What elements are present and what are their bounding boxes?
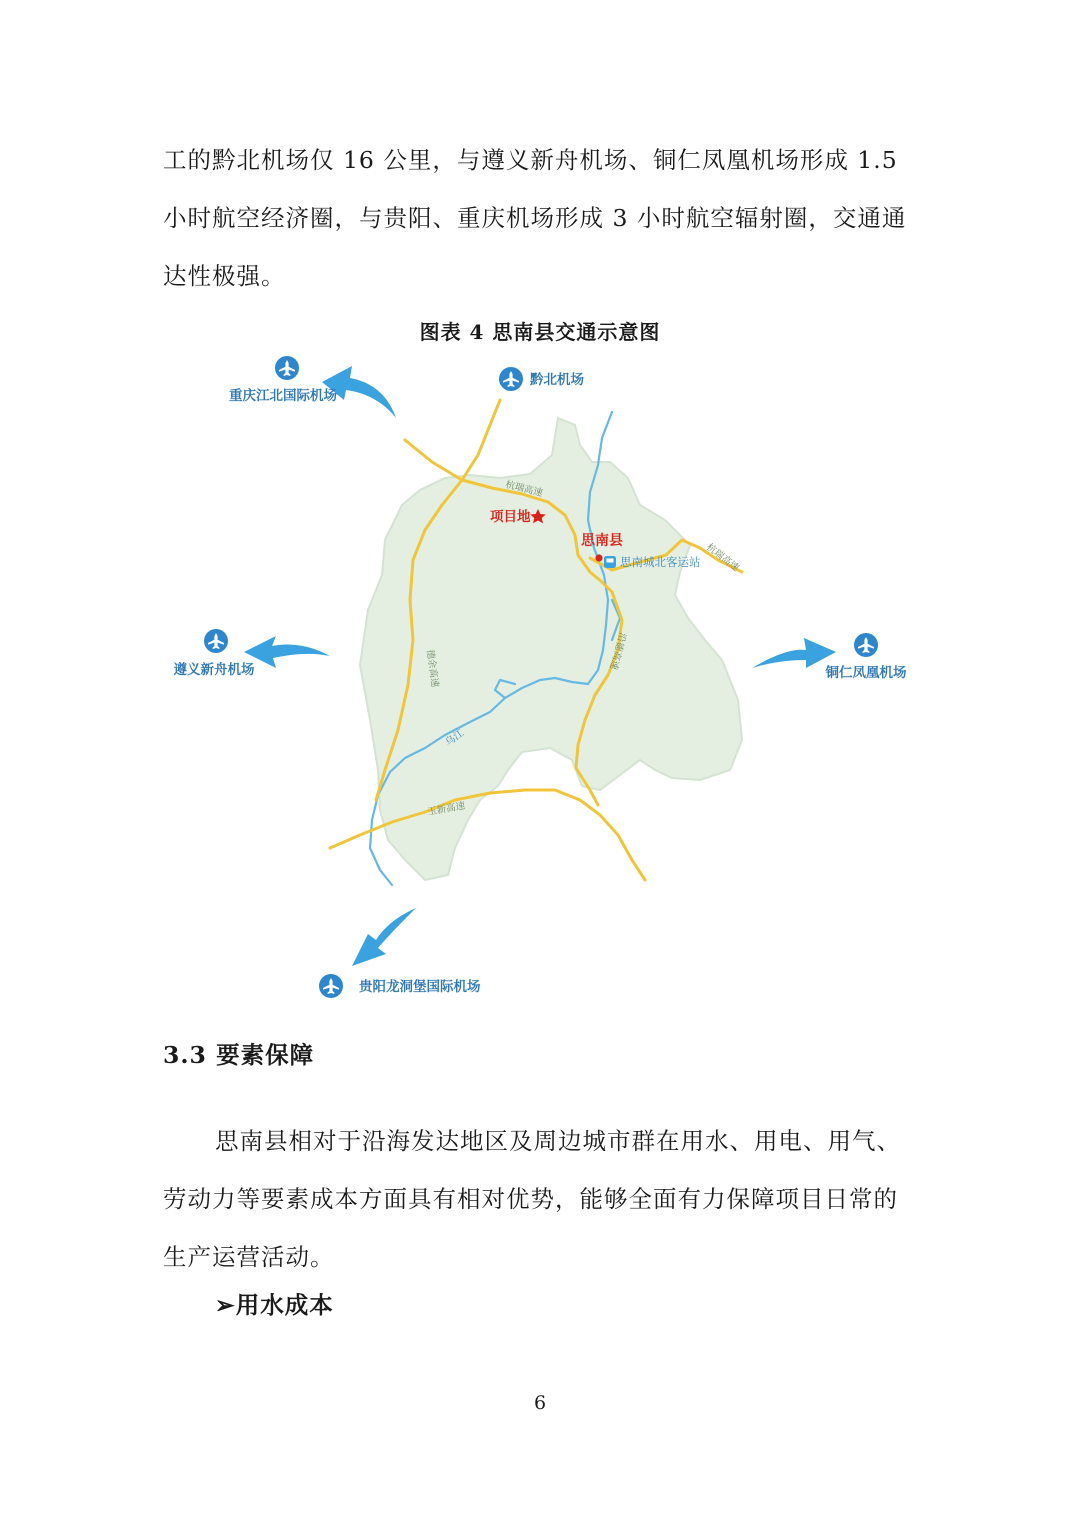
section-paragraph: [163, 1112, 918, 1286]
section-line: 生产运营活动。: [163, 1243, 335, 1271]
bullet-label: 用水成本: [235, 1291, 334, 1319]
airport-label-guiyang: 贵阳龙洞堡国际机场: [359, 979, 481, 995]
river-label: 乌江: [443, 727, 467, 749]
intro-line: 工的黔北机场仅 16 公里，与遵义新舟机场、铜仁凤凰机场形成 1.5: [163, 146, 898, 174]
figure-caption: 图表 4 思南县交通示意图: [419, 320, 661, 344]
arrow-to-tongren: [752, 638, 836, 668]
bullet-item: [215, 1286, 334, 1320]
section-line: 思南县相对于沿海发达地区及周边城市群在用水、用电、用气、: [215, 1127, 901, 1155]
county-label: 思南县: [581, 533, 623, 549]
highway-label-hangrui: 杭瑞高速: [504, 479, 544, 500]
intro-line: 达性极强。: [163, 262, 286, 290]
arrow-to-zunyi: [244, 636, 330, 668]
highway-label-hangrui-east: 杭瑞高速: [704, 541, 741, 574]
airport-label-tongren: 铜仁凤凰机场: [825, 665, 907, 681]
highway-label-yanyu: 沿德高速: [607, 631, 628, 671]
project-site-label: 项目地: [490, 509, 531, 525]
intro-line: 小时航空经济圈，与贵阳、重庆机场形成 3 小时航空辐射圈，交通通: [163, 204, 907, 232]
bullet-arrow-icon: ➢: [215, 1291, 236, 1319]
county-dot: [595, 554, 602, 561]
airport-label-chongqing: 重庆江北国际机场: [229, 388, 337, 404]
highway-label-yusi: 玉新高速: [426, 800, 466, 818]
airport-label-zunyi: 遵义新舟机场: [173, 662, 255, 678]
highway-label-desi: 德余高速: [424, 648, 441, 689]
arrow-to-guiyang: [352, 908, 416, 966]
airport-label-qianbei: 黔北机场: [530, 372, 584, 388]
section-line: 劳动力等要素成本方面具有相对优势，能够全面有力保障项目日常的: [163, 1185, 898, 1213]
highway-hangrui-north: [462, 400, 500, 480]
section-heading: 3.3 要素保障: [163, 1041, 315, 1069]
county-land: [360, 418, 742, 880]
bus-station-label: 思南城北客运站: [620, 555, 701, 569]
page-number: 6: [533, 1392, 547, 1414]
